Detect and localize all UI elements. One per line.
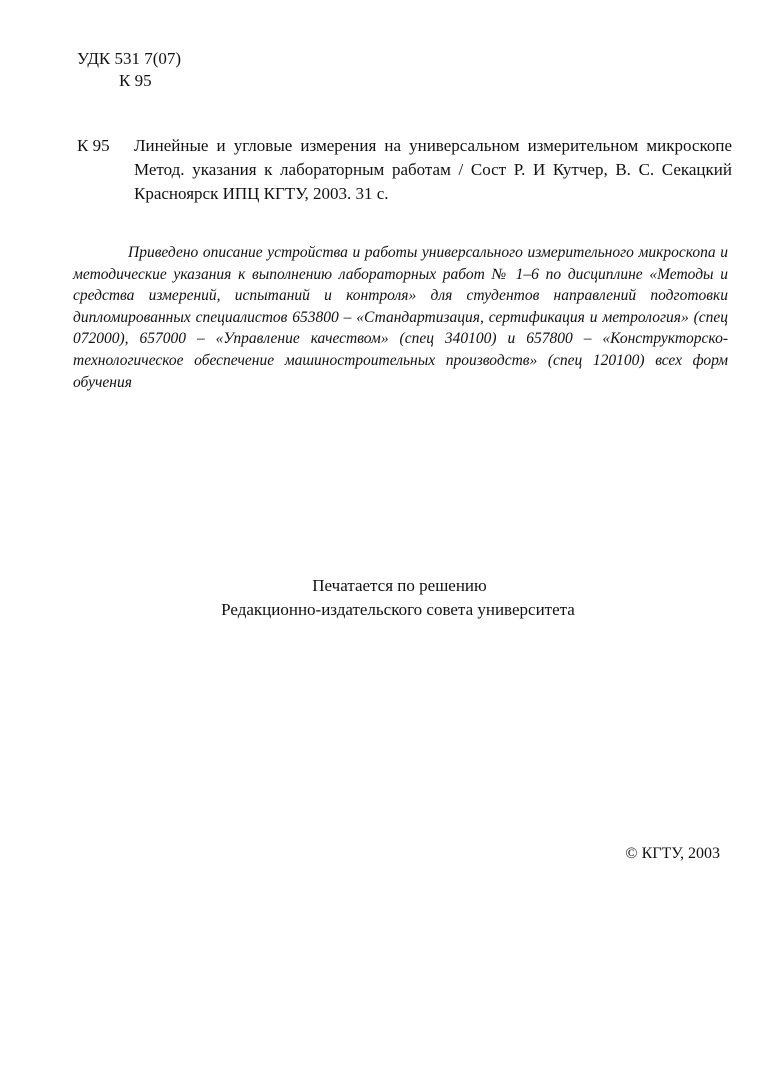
copyright-notice: © КГТУ, 2003: [625, 845, 720, 862]
imprint-line-1: Печатается по решению: [312, 576, 487, 595]
udk-block: [77, 48, 181, 92]
abstract-paragraph: Приведено описание устройства и работы универсального измерительного микроскопа и методические указания к выполнению лабораторных работ № 1–6 по дисциплине «Методы и средства измерений, испытаний и контроля» для студентов направлений подготовки дипломированных специалистов 653800 – «Стандартизация, сертификация и метрология» (спец 072000), 657000 – «Управление качеством» (спец 340100) и 657800 – «Конструкторско-технологическое обеспечение машиностроительных производств» (спец 120100) всех форм обучения: [73, 244, 728, 391]
author-mark: К 95: [119, 71, 152, 90]
udk-code: УДК 531 7(07): [77, 49, 182, 68]
bibliographic-entry: [77, 134, 732, 206]
bibliographic-text: Линейные и угловые измерения на универсальном измерительном микроскопе Метод. указания к лабораторным работам / Сост Р. И Кутчер, В. С. Секацкий Красноярск ИПЦ КГТУ, 2003. 31 с.: [134, 136, 732, 203]
imprint-notice: [0, 574, 781, 622]
imprint-line-2: Редакционно-издательского совета университета: [221, 600, 575, 619]
bibliographic-mark: К 95: [77, 136, 110, 155]
